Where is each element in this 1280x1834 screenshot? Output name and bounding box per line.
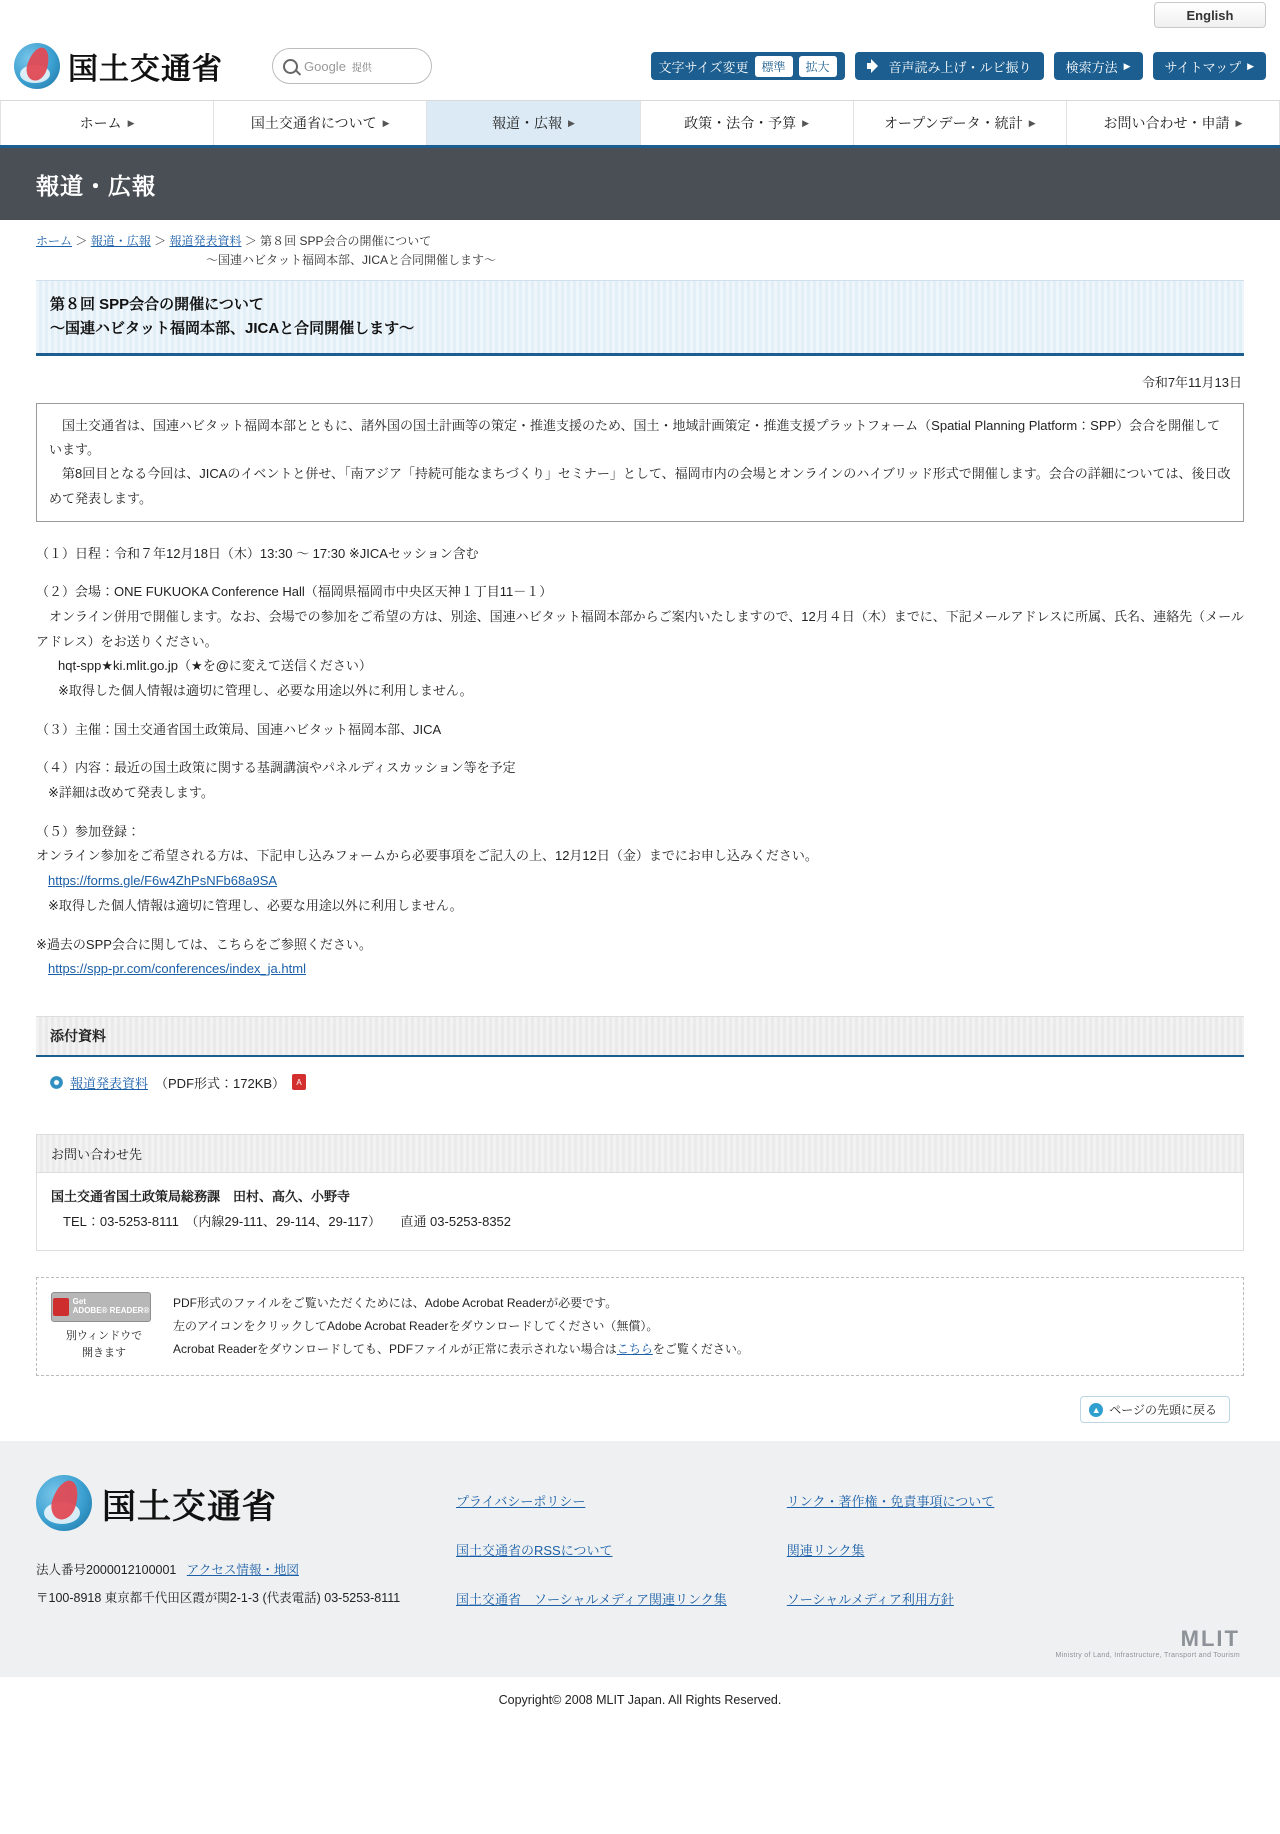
registration-form-link[interactable]: https://forms.gle/F6w4ZhPsNFb68a9SA — [48, 873, 278, 889]
acrobat-window-note-2: 開きます — [82, 1346, 126, 1359]
footer-link-related[interactable]: 関連リンク集 — [786, 1543, 865, 1559]
lead-paragraph-2: 第8回目となる今回は、JICAのイベントと併せ、「南アジア「持続可能なまちづくり」セミナー」として、福岡市内の会場とオンラインのハイブリッド形式で開催します。会合の詳細については、後日改めて発表します。 — [49, 466, 1231, 506]
detail-item-4 — [36, 756, 1244, 805]
acrobat-left — [51, 1292, 157, 1361]
mlit-wordmark-text: MLIT — [1180, 1626, 1240, 1652]
detail-item-5-text: （５）参加登録： — [36, 823, 141, 839]
nav-item-press[interactable] — [427, 101, 640, 145]
search-icon — [283, 59, 298, 74]
chevron-right-icon: ▶ — [567, 117, 575, 128]
contact-block — [36, 1134, 1244, 1251]
pagetop-wrap — [36, 1376, 1244, 1437]
nav-item-label: 政策・法令・予算 — [684, 115, 797, 131]
speaker-icon — [867, 59, 883, 73]
footer-link-copyright[interactable]: リンク・著作権・免責事項について — [786, 1494, 995, 1510]
sitemap-button[interactable] — [1153, 52, 1267, 80]
attachment-item — [36, 1057, 1244, 1108]
nav-item-opendata[interactable] — [854, 101, 1067, 145]
footer-link-social-media[interactable]: 国土交通省 ソーシャルメディア関連リンク集 — [456, 1592, 727, 1608]
copyright: Copyright© 2008 MLIT Japan. All Rights Reserved. — [0, 1677, 1280, 1733]
detail-item-5-note: ※取得した個人情報は適切に管理し、必要な用途以外に利用しません。 — [48, 897, 463, 913]
acrobat-line-3b: をご覧ください。 — [652, 1341, 749, 1356]
footer-links-col1 — [456, 1491, 727, 1612]
acrobat-notice — [36, 1277, 1244, 1376]
breadcrumb — [0, 220, 1280, 274]
speech-readout-label: 音声読み上げ・ルビ振り — [888, 59, 1032, 75]
acrobat-text — [173, 1292, 749, 1360]
footer-meta — [36, 1557, 456, 1612]
page-title-band — [0, 148, 1280, 220]
chevron-right-icon: ▶ — [802, 117, 810, 128]
nav-item-contact[interactable] — [1067, 101, 1280, 145]
footer-link-rss[interactable]: 国土交通省のRSSについて — [456, 1543, 613, 1559]
lead-paragraph-1: 国土交通省は、国連ハビタット福岡本部とともに、諸外国の国土計画等の策定・推進支援のため、国土・地域計画策定・推進支援プラットフォーム（Spatial Planning Platform：SPP）会合を開催しています。 — [49, 418, 1221, 458]
pdf-icon: A — [292, 1074, 306, 1090]
detail-item-4-note: ※詳細は改めて発表します。 — [48, 785, 214, 801]
acrobat-window-note-1: 別ウィンドウで — [65, 1330, 143, 1343]
font-size-large-button[interactable]: 拡大 — [799, 56, 837, 77]
lead-box — [36, 403, 1244, 521]
document-title-line2: ～国連ハビタット福岡本部、JICAと合同開催します～ — [50, 320, 415, 338]
past-conferences — [36, 933, 1244, 982]
detail-item-5-body: オンライン参加をご希望される方は、下記申し込みフォームから必要事項をご記入の上、12月12日（金）までにお申し込みください。 — [36, 848, 818, 864]
bullet-icon — [50, 1076, 63, 1089]
mlit-wordmark — [36, 1612, 1244, 1659]
font-size-label: 文字サイズ変更 — [658, 59, 749, 75]
nav-item-label: ホーム — [79, 115, 122, 131]
contact-department: 国土交通省国土政策局総務課 田村、髙久、小野寺 — [51, 1188, 351, 1204]
nav-item-about[interactable] — [214, 101, 427, 145]
font-size-control[interactable] — [651, 52, 845, 80]
footer-site-name: 国土交通省 — [102, 1487, 277, 1526]
site-header — [0, 32, 1280, 100]
contact-tel: TEL：03-5253-8111 （内線29-111、29-114、29-117） 直通 03-5253-8352 — [63, 1213, 512, 1229]
detail-item-3 — [36, 718, 1244, 743]
mlit-logo-icon — [36, 1475, 92, 1531]
back-to-top-label: ページの先頭に戻る — [1109, 1403, 1217, 1418]
adobe-reader-icon — [53, 1298, 69, 1316]
publish-date: 令和7年11月13日 — [1141, 375, 1242, 391]
chevron-right-icon: ▶ — [382, 117, 390, 128]
detail-item-3-text: （３）主催：国土交通省国土政策局、国連ハビタット福岡本部、JICA — [36, 721, 442, 737]
acrobat-line-3a: Acrobat Readerをダウンロードしても、PDFファイルが正常に表示されない場合は — [173, 1341, 617, 1356]
footer-left — [36, 1475, 456, 1612]
speech-readout-button[interactable] — [855, 52, 1044, 80]
nav-item-home[interactable] — [0, 101, 214, 145]
mlit-logo-icon — [14, 43, 60, 89]
sitemap-label: サイトマップ — [1164, 59, 1242, 75]
breadcrumb-current-sub: ～国連ハビタット福岡本部、JICAと合同開催します～ — [206, 253, 497, 268]
document-title-line1: 第８回 SPP会合の開催について — [50, 296, 264, 314]
detail-item-1 — [36, 542, 1244, 567]
past-conferences-note: ※過去のSPP会合に関しては、こちらをご参照ください。 — [36, 936, 372, 952]
attachments-heading: 添付資料 — [36, 1016, 1244, 1057]
detail-item-2-mail: hqt-spp★ki.mlit.go.jp（★を@に変えて送信ください） — [58, 658, 372, 674]
breadcrumb-current: 第８回 SPP会合の開催について — [260, 234, 432, 248]
chevron-right-icon: ▶ — [127, 117, 135, 128]
site-footer — [0, 1441, 1280, 1677]
breadcrumb-separator: ＞ — [154, 234, 167, 248]
chevron-right-icon: ▶ — [1028, 117, 1036, 128]
search-method-button[interactable] — [1054, 52, 1143, 80]
attachment-meta: （PDF形式：172KB） — [155, 1075, 286, 1091]
nav-item-label: 報道・広報 — [491, 115, 562, 131]
attachment-link[interactable]: 報道発表資料 — [70, 1075, 149, 1091]
nav-item-label: お問い合わせ・申請 — [1103, 115, 1230, 131]
past-conferences-link[interactable]: https://spp-pr.com/conferences/index_ja.html — [48, 961, 306, 977]
global-nav — [0, 100, 1280, 148]
document-title — [36, 280, 1244, 356]
nav-item-policy[interactable] — [641, 101, 854, 145]
corporate-number: 法人番号2000012100001 — [36, 1563, 177, 1578]
acrobat-help-link[interactable]: こちら — [616, 1341, 653, 1356]
detail-item-2-text: （２）会場：ONE FUKUOKA Conference Hall（福岡県福岡市中央区天神１丁目11－１） — [36, 584, 553, 600]
page-title: 報道・広報 — [36, 172, 156, 199]
nav-item-label: オープンデータ・統計 — [883, 115, 1023, 131]
chevron-right-icon: ▶ — [1123, 60, 1131, 71]
font-size-normal-button[interactable]: 標準 — [755, 56, 793, 77]
chevron-right-icon: ▶ — [1235, 117, 1243, 128]
breadcrumb-separator: ＞ — [75, 234, 88, 248]
site-name: 国土交通省 — [68, 53, 223, 86]
footer-link-social-policy[interactable]: ソーシャルメディア利用方針 — [786, 1592, 954, 1608]
site-logo[interactable] — [14, 43, 264, 89]
breadcrumb-press[interactable]: 報道・広報 — [90, 234, 151, 248]
footer-link-privacy[interactable]: プライバシーポリシー — [456, 1494, 586, 1510]
back-to-top-button[interactable] — [1080, 1396, 1230, 1423]
acrobat-line-1: PDF形式のファイルをご覧いただくためには、Adobe Acrobat Readerが必要です。 — [173, 1296, 618, 1311]
search-input[interactable] — [272, 48, 432, 84]
mlit-wordmark-sub: Ministry of Land, Infrastructure, Transport and Tourism — [1055, 1652, 1240, 1660]
top-utility-bar — [0, 0, 1280, 32]
breadcrumb-separator: ＞ — [244, 234, 257, 248]
search-placeholder: Google — [304, 58, 346, 74]
nav-item-label: 国土交通省について — [250, 115, 377, 131]
detail-item-1-text: （１）日程：令和７年12月18日（木）13:30 ～ 17:30 ※JICAセッション含む — [36, 545, 479, 561]
acrobat-line-2: 左のアイコンをクリックしてAdobe Acrobat Readerをダウンロードしてください（無償）。 — [173, 1319, 659, 1334]
search-provider-label: 提供 — [351, 62, 372, 74]
english-button[interactable]: English — [1154, 2, 1266, 28]
breadcrumb-press-releases[interactable]: 報道発表資料 — [169, 234, 242, 248]
main-content — [0, 274, 1280, 1437]
detail-item-2-note: ※取得した個人情報は適切に管理し、必要な用途以外に利用しません。 — [58, 683, 473, 698]
breadcrumb-home[interactable]: ホーム — [36, 234, 73, 248]
footer-logo[interactable] — [36, 1475, 456, 1531]
search-method-label: 検索方法 — [1065, 59, 1118, 75]
acrobat-btn-bottom: ADOBE® READER® — [72, 1306, 150, 1316]
header-buttons — [651, 52, 1266, 80]
contact-body — [36, 1172, 1244, 1251]
chevron-right-icon: ▶ — [1247, 60, 1254, 71]
contact-heading: お問い合わせ先 — [36, 1134, 1244, 1172]
detail-item-2 — [36, 580, 1244, 703]
detail-item-5 — [36, 820, 1244, 919]
footer-links — [456, 1475, 994, 1612]
detail-item-2-body: オンライン併用で開催します。なお、会場での参加をご希望の方は、別途、国連ハビタット福岡本部からご案内いたしますので、12月４日（木）までに、下記メールアドレスに所属、氏名、連絡先（メールアドレス）をお送りください。 — [36, 608, 1244, 649]
footer-links-col2 — [787, 1491, 994, 1612]
access-map-link[interactable]: アクセス情報・地図 — [186, 1563, 299, 1578]
get-adobe-reader-button[interactable] — [51, 1292, 151, 1322]
arrow-up-icon: ▲ — [1089, 1403, 1103, 1417]
footer-address: 〒100-8918 東京都千代田区霞が関2-1-3 (代表電話) 03-5253-8111 — [36, 1590, 401, 1605]
detail-item-4-text: （４）内容：最近の国土政策に関する基調講演やパネルディスカッション等を予定 — [36, 760, 516, 776]
search-area — [264, 48, 434, 84]
acrobat-btn-top: Get — [72, 1297, 86, 1307]
acrobat-line-3 — [173, 1338, 749, 1361]
